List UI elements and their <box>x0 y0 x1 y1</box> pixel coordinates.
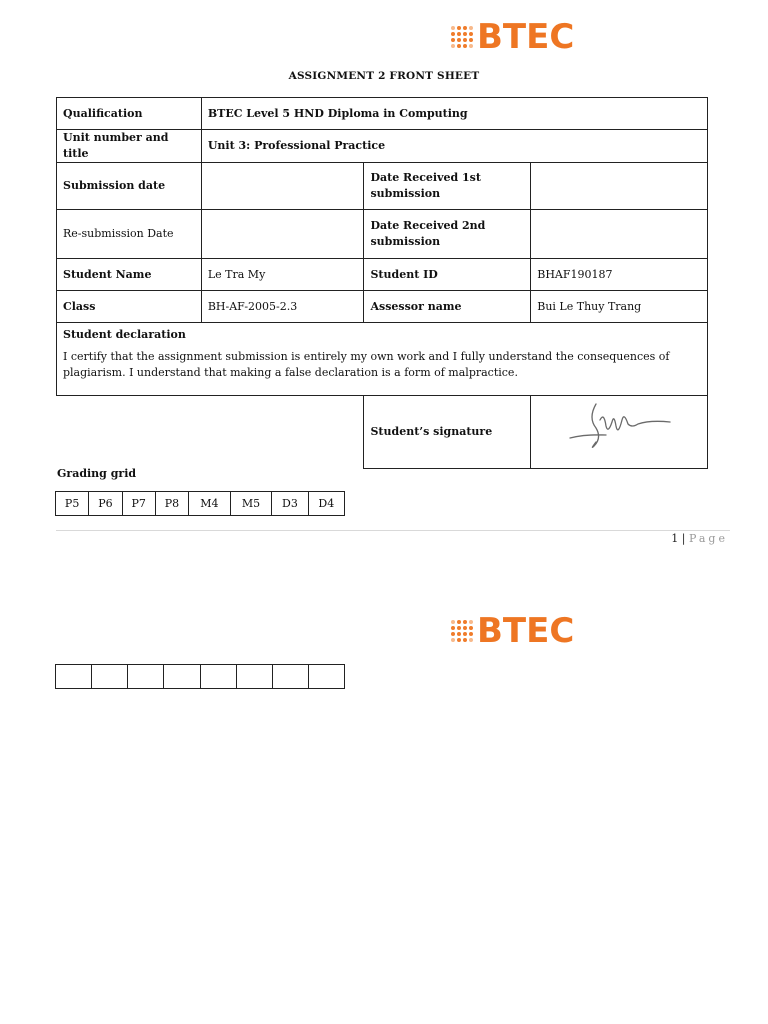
empty-grade-cell <box>128 665 164 689</box>
grade-cell: M5 <box>230 492 272 516</box>
date-received-2-value <box>531 210 708 259</box>
assessor-value: Bui Le Thuy Trang <box>531 291 708 323</box>
submission-date-value <box>201 163 364 210</box>
page-footer <box>671 532 728 545</box>
student-id-label: Student ID <box>364 259 531 291</box>
qualification-label: Qualification <box>57 98 202 130</box>
grade-cell: M4 <box>189 492 231 516</box>
assessor-label: Assessor name <box>364 291 531 323</box>
empty-grade-cell <box>272 665 308 689</box>
logo-dots-icon <box>451 620 473 642</box>
logo-text: BTEC <box>477 611 575 651</box>
date-received-1-value <box>531 163 708 210</box>
empty-grade-cell <box>92 665 128 689</box>
empty-grade-cell <box>236 665 272 689</box>
page-title: ASSIGNMENT 2 FRONT SHEET <box>288 70 480 82</box>
signature-image <box>566 398 676 453</box>
unit-value: Unit 3: Professional Practice <box>201 130 707 163</box>
resubmission-date-label: Re-submission Date <box>57 210 202 259</box>
student-name-value: Le Tra My <box>201 259 364 291</box>
grade-cell: P6 <box>89 492 122 516</box>
empty-grading-grid <box>55 664 345 689</box>
btec-logo <box>451 17 575 57</box>
logo-dots-icon <box>451 26 473 48</box>
student-id-value: BHAF190187 <box>531 259 708 291</box>
grading-grid <box>55 491 345 516</box>
logo-text: BTEC <box>477 17 575 57</box>
grade-cell: P7 <box>122 492 155 516</box>
date-received-2-label: Date Received 2nd submission <box>364 210 531 259</box>
btec-logo-page-2 <box>451 611 575 651</box>
grade-cell: P8 <box>155 492 188 516</box>
grade-cell: P5 <box>56 492 89 516</box>
grade-cell: D4 <box>308 492 344 516</box>
declaration-title: Student declaration <box>63 328 186 341</box>
class-label: Class <box>57 291 202 323</box>
empty-grade-cell <box>200 665 236 689</box>
date-received-1-label: Date Received 1st submission <box>364 163 531 210</box>
declaration-text: I certify that the assignment submission is entirely my own work and I fully understand the consequences of plagiarism. I understand that making a false declaration is a form of malpractice. <box>63 350 670 379</box>
signature-label: Student’s signature <box>364 396 531 469</box>
empty-grade-cell <box>164 665 200 689</box>
empty-grade-cell <box>56 665 92 689</box>
class-value: BH-AF-2005-2.3 <box>201 291 364 323</box>
submission-date-label: Submission date <box>57 163 202 210</box>
grading-grid-label: Grading grid <box>57 467 137 480</box>
page-separator: | <box>678 532 689 545</box>
qualification-value: BTEC Level 5 HND Diploma in Computing <box>201 98 707 130</box>
page-word: Page <box>688 532 728 545</box>
student-name-label: Student Name <box>57 259 202 291</box>
unit-label: Unit number and title <box>57 130 202 163</box>
page-number: 1 <box>671 532 679 545</box>
empty-grade-cell <box>308 665 344 689</box>
grade-cell: D3 <box>272 492 308 516</box>
page-divider <box>56 530 730 531</box>
resubmission-date-value <box>201 210 364 259</box>
student-declaration <box>57 323 708 396</box>
